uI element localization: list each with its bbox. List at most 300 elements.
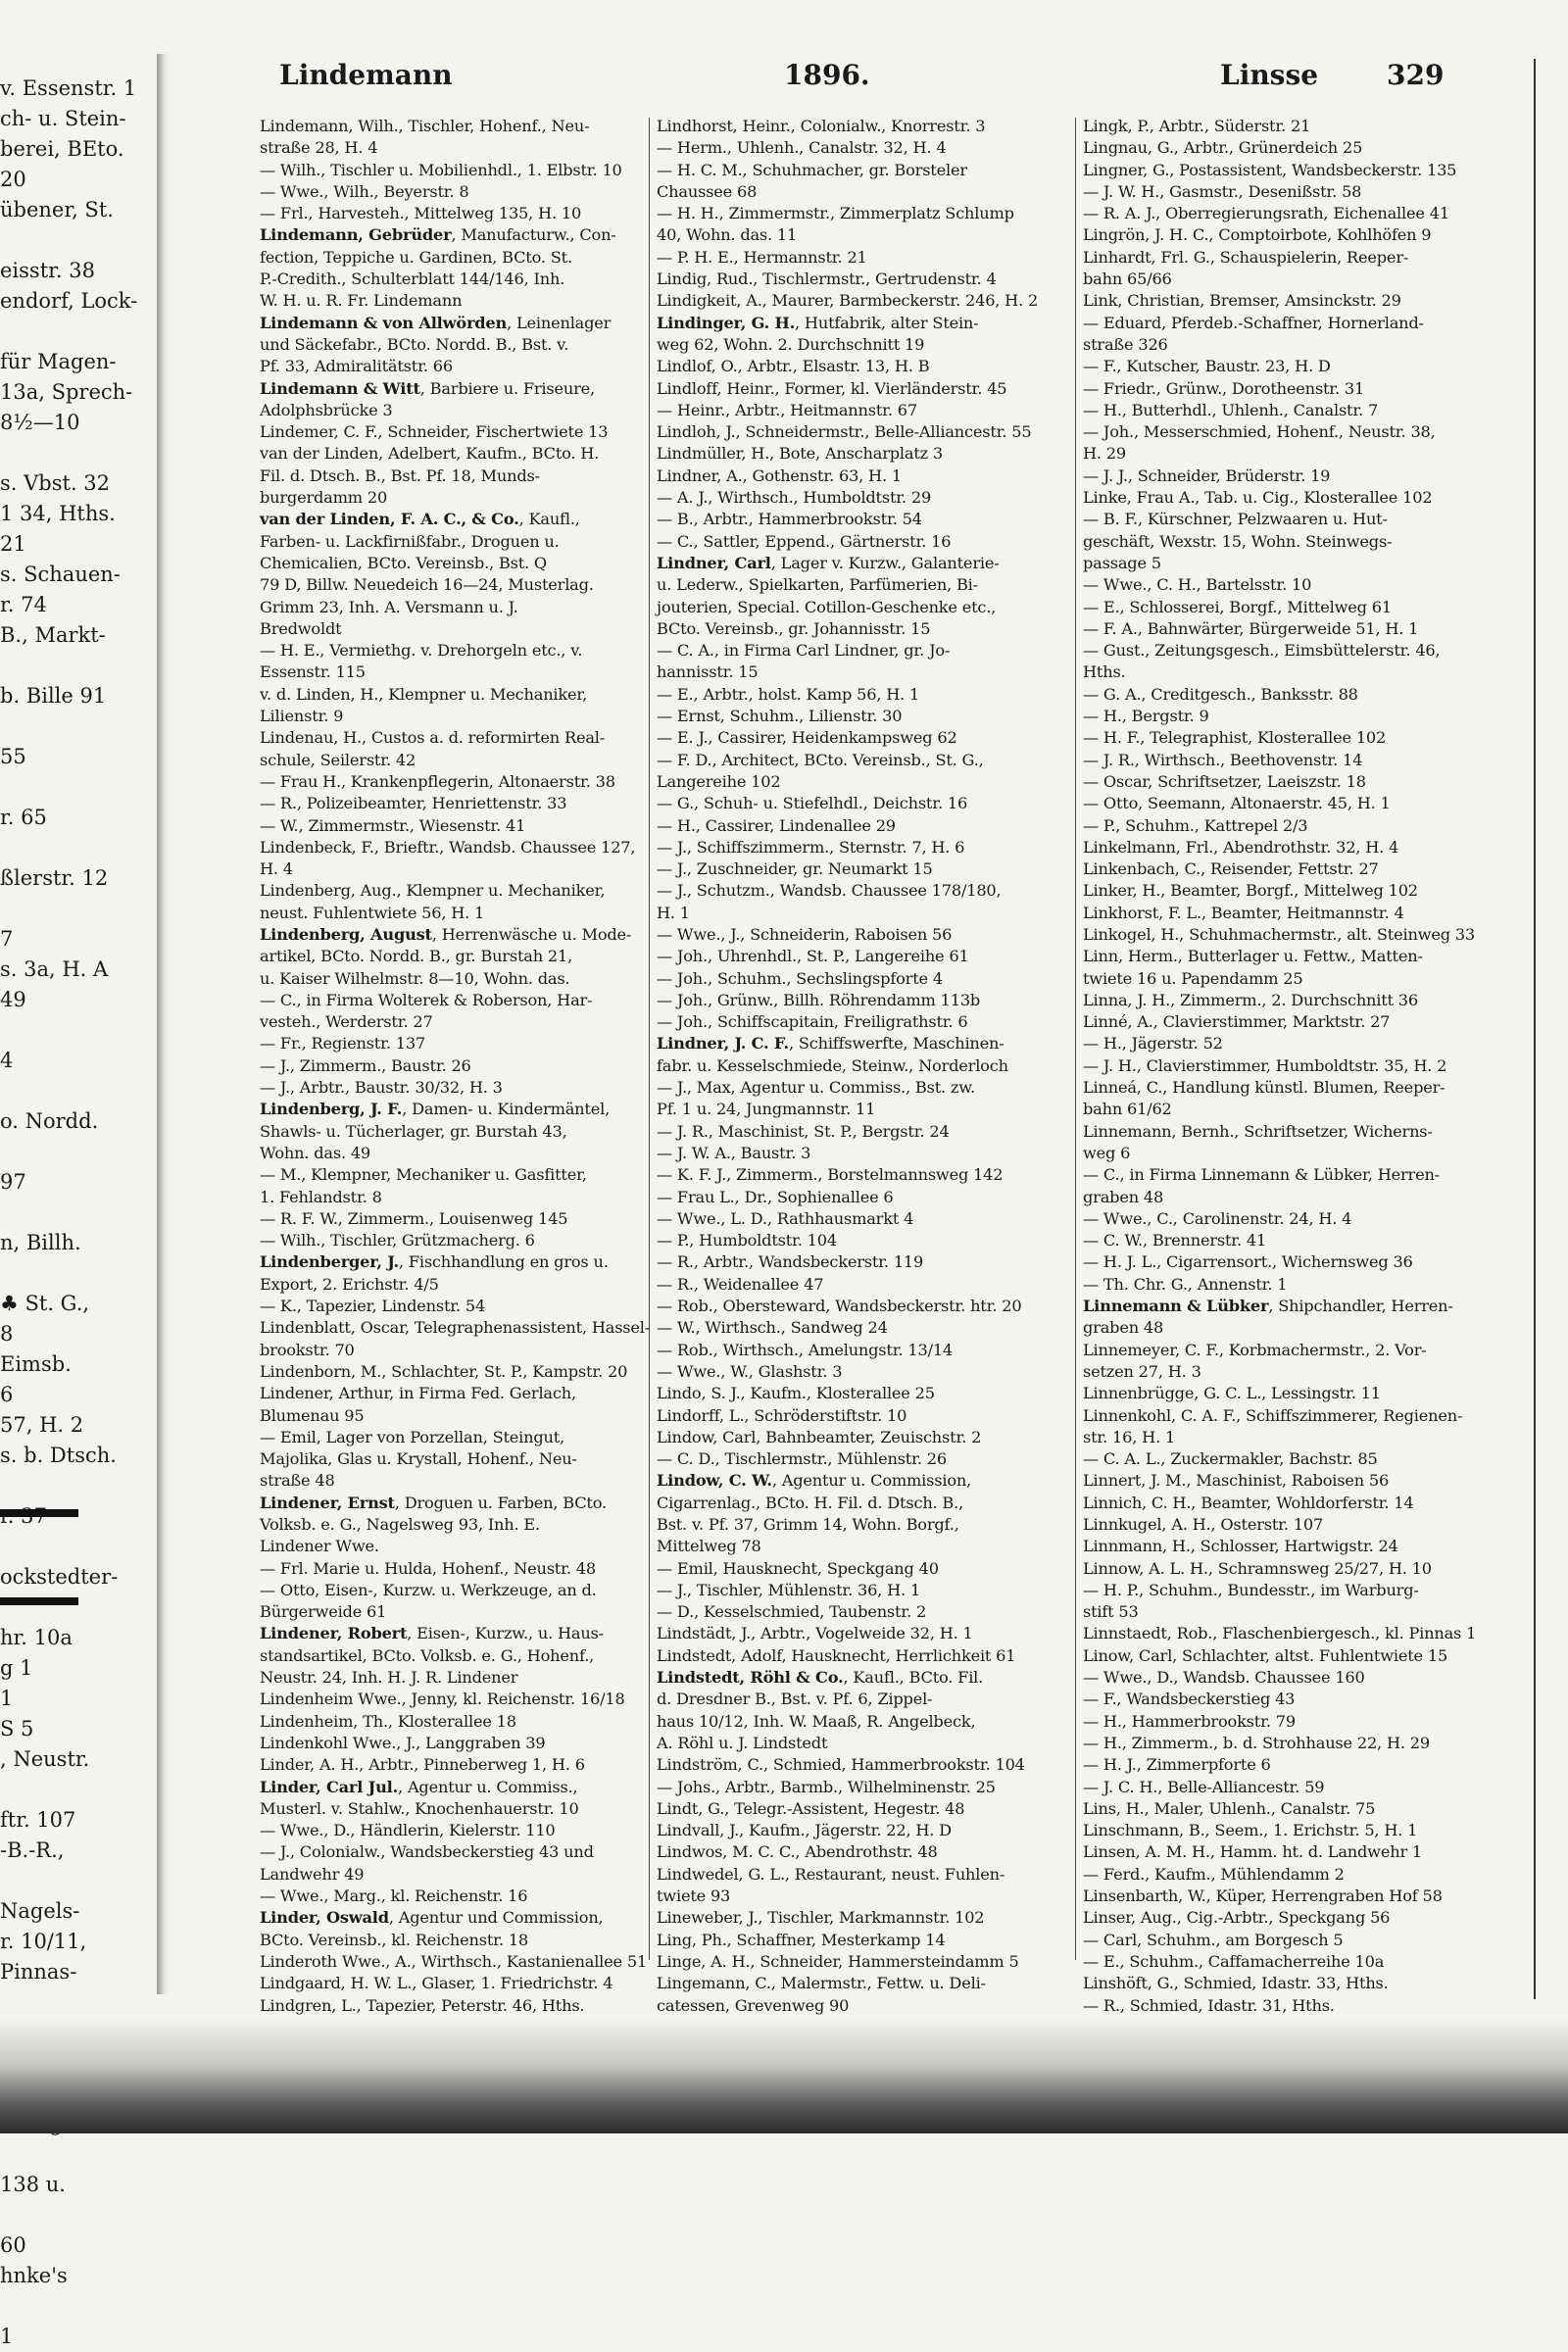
- scanner-edge-shadow: [0, 2019, 1568, 2133]
- directory-entry-line: — Frl. Marie u. Hulda, Hohenf., Neustr. 48: [260, 1558, 596, 1578]
- directory-entry-line: Volksb. e. G., Nagelsweg 93, Inh. E.: [260, 1515, 540, 1534]
- directory-entry-line: Linkhorst, F. L., Beamter, Heitmannstr. 4: [1083, 903, 1404, 922]
- directory-entry-line: Farben- u. Lackfirnißfabr., Droguen u.: [260, 531, 560, 551]
- directory-entry-line: — Joh., Schiffscapitain, Freiligrathstr. 6: [657, 1012, 968, 1032]
- directory-entry-line: — J. W. H., Gasmstr., Desenißstr. 58: [1083, 181, 1362, 201]
- previous-page-fragment: [0, 833, 147, 863]
- directory-entry-line: van der Linden, F. A. C., & Co., Kaufl.,: [260, 510, 580, 529]
- previous-page-fragment: s. Vbst. 32: [0, 471, 111, 495]
- directory-entry-line: Lindemann & von Allwörden, Leinenlager: [260, 313, 612, 332]
- header-left-keyword: Lindemann: [279, 59, 453, 91]
- directory-entry-line: Shawls- u. Tücherlager, gr. Burstah 43,: [260, 1121, 567, 1141]
- directory-entry-line: — Otto, Seemann, Altonaerstr. 45, H. 1: [1083, 794, 1391, 813]
- directory-entry-line: — R., Polizeibeamter, Henriettenstr. 33: [260, 794, 567, 813]
- directory-entry-line: — R., Schmied, Idastr. 31, Hths.: [1083, 1995, 1335, 2015]
- directory-entry-line: Lindvall, J., Kaufm., Jägerstr. 22, H. D: [657, 1821, 952, 1840]
- directory-entry-line: — Wilh., Tischler, Grützmacherg. 6: [260, 1231, 535, 1250]
- directory-entry-line: 79 D, Billw. Neuedeich 16—24, Musterlag.: [260, 575, 594, 595]
- directory-entry-line: catessen, Grevenweg 90: [657, 1995, 850, 2015]
- previous-page-fragment: ch- u. Stein-: [0, 107, 126, 130]
- directory-entry-line: Wohn. das. 49: [260, 1143, 371, 1162]
- directory-entry-line: Linkenbach, C., Reisender, Fettstr. 27: [1083, 859, 1379, 879]
- directory-entry-line: graben 48: [1083, 1318, 1164, 1338]
- directory-entry-line: — J. H., Clavierstimmer, Humboldtstr. 35, H. 2: [1083, 1055, 1447, 1075]
- directory-entry-line: — J., Zuschneider, gr. Neumarkt 15: [657, 859, 933, 879]
- directory-entry-line: — Gust., Zeitungsgesch., Eimsbüttelerstr. 46,: [1083, 641, 1441, 661]
- directory-entry-line: — Frl., Harvesteh., Mittelweg 135, H. 10: [260, 204, 582, 223]
- directory-entry-line: — J. R., Maschinist, St. P., Bergstr. 24: [657, 1121, 950, 1141]
- book-spine-shadow: [157, 54, 171, 1994]
- directory-entry-line: — Fr., Regienstr. 137: [260, 1034, 426, 1054]
- directory-entry-line: Neustr. 24, Inh. H. J. R. Lindener: [260, 1668, 518, 1688]
- directory-entry-line: Grimm 23, Inh. A. Versmann u. J.: [260, 597, 518, 616]
- directory-entry-line: Linnmann, H., Schlosser, Hartwigstr. 24: [1083, 1537, 1398, 1556]
- directory-entry-line: Lindenblatt, Oscar, Telegraphenassistent, Hassel-: [260, 1318, 651, 1338]
- previous-page-fragment: [0, 772, 147, 803]
- directory-entry-line: Linsen, A. M. H., Hamm. ht. d. Landwehr 1: [1083, 1842, 1423, 1862]
- directory-entry-line: Lindlof, O., Arbtr., Elsastr. 13, H. B: [657, 357, 930, 376]
- directory-entry-line: Lindenberger, J., Fischhandlung en gros u.: [260, 1252, 609, 1272]
- directory-entry-line: Lindemann, Gebrüder, Manufacturw., Con-: [260, 225, 616, 245]
- directory-entry-line: Lindstädt, J., Arbtr., Vogelweide 32, H. 1: [657, 1624, 973, 1643]
- directory-entry-line: — Friedr., Grünw., Dorotheenstr. 31: [1083, 378, 1365, 398]
- directory-entry-line: Lindgren, L., Tapezier, Peterstr. 46, Hths.: [260, 1995, 585, 2015]
- directory-entry-line: Lilienstr. 9: [260, 707, 344, 726]
- directory-entry-line: Mittelweg 78: [657, 1537, 761, 1556]
- directory-entry-line: — Th. Chr. G., Annenstr. 1: [1083, 1274, 1288, 1294]
- directory-entry-line: Lindgaard, H. W. L., Glaser, 1. Friedrichstr. 4: [260, 1974, 613, 1993]
- directory-entry-line: BCto. Vereinsb., kl. Reichenstr. 18: [260, 1930, 529, 1949]
- directory-entry-line: Linnemann & Lübker, Shipchandler, Herren-: [1083, 1297, 1453, 1316]
- directory-entry-line: straße 48: [260, 1471, 335, 1491]
- directory-entry-line: — W., Zimmermstr., Wiesenstr. 41: [260, 815, 526, 835]
- directory-entry-line: Lindig, Rud., Tischlermstr., Gertrudenstr. 4: [657, 270, 997, 289]
- directory-entry-line: Bredwoldt: [260, 618, 342, 638]
- column-2: [657, 116, 1058, 2126]
- directory-entry-line: Linnert, J. M., Maschinist, Raboisen 56: [1083, 1471, 1390, 1491]
- directory-entry-line: — C. D., Tischlermstr., Mühlenstr. 26: [657, 1449, 947, 1469]
- directory-entry-line: Linhardt, Frl. G., Schauspielerin, Reeper-: [1083, 247, 1409, 267]
- directory-entry-line: — Oscar, Schriftsetzer, Laeiszstr. 18: [1083, 771, 1366, 791]
- directory-entry-line: — Herm., Uhlenh., Canalstr. 32, H. 4: [657, 138, 947, 158]
- directory-entry-line: Linshöft, G., Schmied, Idastr. 33, Hths.: [1083, 1974, 1389, 1993]
- directory-entry-line: Linnich, C. H., Beamter, Wohldorferstr. 14: [1083, 1493, 1414, 1512]
- directory-entry-line: — J., Max, Agentur u. Commiss., Bst. zw.: [657, 1078, 975, 1098]
- directory-entry-line: — G. A., Creditgesch., Banksstr. 88: [1083, 684, 1358, 704]
- directory-entry-line: — H., Bergstr. 9: [1083, 707, 1209, 726]
- previous-page-fragment: v. Essenstr. 1: [0, 76, 137, 100]
- directory-entry-line: — H., Hammerbrookstr. 79: [1083, 1711, 1296, 1731]
- directory-entry-line: — Wwe., L. D., Rathhausmarkt 4: [657, 1208, 914, 1228]
- directory-entry-line: — H., Cassirer, Lindenallee 29: [657, 815, 896, 835]
- directory-entry-line: Link, Christian, Bremser, Amsinckstr. 29: [1083, 291, 1401, 311]
- previous-page-fragment: übener, St.: [0, 198, 114, 221]
- previous-page-fragment: 1 34, Hths.: [0, 502, 116, 525]
- directory-entry-line: neust. Fuhlentwiete 56, H. 1: [260, 903, 485, 922]
- directory-entry-line: Linder, Carl Jul., Agentur u. Commiss.,: [260, 1777, 578, 1796]
- directory-entry-line: — P. H. E., Hermannstr. 21: [657, 247, 867, 267]
- directory-entry-line: — Joh., Schuhm., Sechslingspforte 4: [657, 968, 943, 988]
- directory-entry-line: Bürgerweide 61: [260, 1602, 387, 1622]
- directory-entry-line: Lindt, G., Telegr.-Assistent, Hegestr. 48: [657, 1798, 965, 1818]
- directory-entry-line: — Heinr., Arbtr., Heitmannstr. 67: [657, 400, 918, 419]
- previous-page-fragment: [0, 1137, 147, 1167]
- directory-entry-line: Linnkugel, A. H., Osterstr. 107: [1083, 1515, 1324, 1534]
- previous-page-fragment: 57, H. 2: [0, 1413, 84, 1437]
- directory-entry-line: straße 326: [1083, 334, 1168, 354]
- previous-page-fragment: ftr. 107: [0, 1808, 76, 1832]
- previous-page-fragment: 8: [0, 1322, 14, 1346]
- directory-entry-line: Chaussee 68: [657, 181, 758, 201]
- directory-entry-line: Linnemeyer, C. F., Korbmachermstr., 2. Vor-: [1083, 1340, 1427, 1359]
- directory-entry-line: Lindner, Carl, Lager v. Kurzw., Galanterie-: [657, 553, 1000, 572]
- directory-entry-line: — Rob., Wirthsch., Amelungstr. 13/14: [657, 1340, 954, 1359]
- directory-entry-line: — Wwe., C. H., Bartelsstr. 10: [1083, 575, 1312, 595]
- directory-entry-line: vesteh., Werderstr. 27: [260, 1012, 433, 1032]
- previous-page-fragment: [0, 1076, 147, 1106]
- directory-entry-line: — Ernst, Schuhm., Lilienstr. 30: [657, 707, 903, 726]
- previous-page-fragment: 13a, Sprech-: [0, 380, 133, 404]
- directory-entry-line: — J., Zimmerm., Baustr. 26: [260, 1055, 471, 1075]
- previous-page-fragment: [0, 1015, 147, 1046]
- directory-entry-line: — H. H., Zimmermstr., Zimmerplatz Schlump: [657, 204, 1014, 223]
- directory-entry-line: Lindner, A., Gothenstr. 63, H. 1: [657, 466, 902, 485]
- directory-entry-line: Pf. 33, Admiralitätstr. 66: [260, 357, 453, 376]
- directory-entry-line: Linnemann, Bernh., Schriftsetzer, Wicherns-: [1083, 1121, 1433, 1141]
- previous-page-fragment: 49: [0, 988, 26, 1011]
- directory-entry-line: Blumenau 95: [260, 1405, 365, 1425]
- directory-entry-line: — Frau H., Krankenpflegerin, Altonaerstr. 38: [260, 771, 615, 791]
- directory-entry-line: — M., Klempner, Mechaniker u. Gasfitter,: [260, 1165, 587, 1185]
- previous-page-fragment: -B.-R.,: [0, 1838, 65, 1862]
- directory-entry-line: fection, Teppiche u. Gardinen, BCto. St.: [260, 247, 572, 267]
- directory-entry-line: Lindenheim, Th., Klosterallee 18: [260, 1711, 516, 1731]
- directory-entry-line: — J. R., Wirthsch., Beethovenstr. 14: [1083, 750, 1363, 769]
- directory-entry-line: — Wwe., Marg., kl. Reichenstr. 16: [260, 1886, 528, 1906]
- directory-entry-line: Lindorff, L., Schröderstiftstr. 10: [657, 1405, 907, 1425]
- directory-entry-line: Ling, Ph., Schaffner, Mesterkamp 14: [657, 1930, 946, 1949]
- directory-entry-line: brookstr. 70: [260, 1340, 355, 1359]
- directory-entry-line: — Joh., Grünw., Billh. Röhrendamm 113b: [657, 990, 981, 1009]
- directory-entry-line: — Ferd., Kaufm., Mühlendamm 2: [1083, 1864, 1345, 1884]
- directory-entry-line: — R., Weidenallee 47: [657, 1274, 824, 1294]
- directory-entry-line: — C., in Firma Linnemann & Lübker, Herren-: [1083, 1165, 1440, 1185]
- directory-entry-line: Lindinger, G. H., Hutfabrik, alter Stein-: [657, 313, 979, 332]
- directory-entry-line: — P., Schuhm., Kattrepel 2/3: [1083, 815, 1308, 835]
- directory-entry-line: — E., Arbtr., holst. Kamp 56, H. 1: [657, 684, 920, 704]
- directory-entry-line: Linderoth Wwe., A., Wirthsch., Kastanienallee 51: [260, 1951, 648, 1971]
- directory-entry-line: u. Kaiser Wilhelmstr. 8—10, Wohn. das.: [260, 968, 570, 988]
- directory-entry-line: — W., Wirthsch., Sandweg 24: [657, 1318, 888, 1338]
- directory-entry-line: Lindenau, H., Custos a. d. reformirten Real-: [260, 728, 606, 748]
- previous-page-fragment: [0, 894, 147, 924]
- previous-page-fragment: Pinnas-: [0, 1960, 77, 1984]
- previous-page-fragment: ßlerstr. 12: [0, 866, 109, 890]
- directory-entry-line: Landwehr 49: [260, 1864, 365, 1884]
- directory-entry-line: H. 29: [1083, 444, 1127, 464]
- directory-entry-line: standsartikel, BCto. Volksb. e. G., Hohenf.,: [260, 1645, 595, 1665]
- directory-entry-line: — B., Arbtr., Hammerbrookstr. 54: [657, 510, 922, 529]
- directory-entry-line: Linker, H., Beamter, Borgf., Mittelweg 102: [1083, 881, 1418, 901]
- directory-entry-line: Lindener Wwe.: [260, 1537, 379, 1556]
- previous-page-fragment: r. 10/11,: [0, 1930, 87, 1953]
- previous-page-fragment: [0, 1532, 147, 1562]
- directory-entry-line: — Rob., Obersteward, Wandsbeckerstr. htr. 20: [657, 1297, 1022, 1316]
- directory-entry-line: — Wwe., W., Glashstr. 3: [657, 1361, 843, 1381]
- directory-entry-line: Linnow, A. L. H., Schramnsweg 25/27, H. 10: [1083, 1558, 1432, 1578]
- directory-entry-line: Cigarrenlag., BCto. H. Fil. d. Dtsch. B.,: [657, 1493, 964, 1512]
- previous-page-fragment: [0, 438, 147, 468]
- directory-entry-line: hannisstr. 15: [657, 662, 759, 682]
- directory-entry-line: — E., Schuhm., Caffamacherreihe 10a: [1083, 1951, 1385, 1971]
- directory-entry-line: Linneá, C., Handlung künstl. Blumen, Reeper-: [1083, 1078, 1446, 1098]
- directory-entry-line: Lindloh, J., Schneidermstr., Belle-Alliancestr. 55: [657, 422, 1032, 442]
- directory-entry-line: Lindigkeit, A., Maurer, Barmbeckerstr. 246, H. 2: [657, 291, 1039, 311]
- directory-entry-line: Lineweber, J., Tischler, Markmannstr. 102: [657, 1908, 985, 1928]
- previous-page-fragment: 60: [0, 2233, 26, 2257]
- directory-entry-line: Linke, Frau A., Tab. u. Cig., Klosterallee 102: [1083, 488, 1433, 508]
- directory-entry-line: haus 10/12, Inh. W. Maaß, R. Angelbeck,: [657, 1711, 976, 1731]
- directory-entry-line: Lindemer, C. F., Schneider, Fischertwiete 13: [260, 422, 609, 442]
- previous-page-fragment: 7: [0, 927, 14, 951]
- directory-entry-line: — Wilh., Tischler u. Mobilienhdl., 1. Elbstr. 10: [260, 160, 622, 179]
- directory-entry-line: — Otto, Eisen-, Kurzw. u. Werkzeuge, an d.: [260, 1580, 597, 1599]
- directory-entry-line: — H. E., Vermiethg. v. Drehorgeln etc., v.: [260, 641, 583, 661]
- directory-entry-line: Pf. 1 u. 24, Jungmannstr. 11: [657, 1100, 876, 1119]
- directory-entry-line: Bst. v. Pf. 37, Grimm 14, Wohn. Borgf.,: [657, 1515, 959, 1534]
- directory-entry-line: — K. F. J., Zimmerm., Borstelmannsweg 142: [657, 1165, 1004, 1185]
- directory-page: [230, 59, 1536, 2015]
- directory-entry-line: — F. D., Architect, BCto. Vereinsb., St. G.,: [657, 750, 984, 769]
- directory-entry-line: — Wwe., D., Wandsb. Chaussee 160: [1083, 1668, 1365, 1688]
- directory-entry-line: Linkelmann, Frl., Abendrothstr. 32, H. 4: [1083, 837, 1399, 857]
- previous-page-fragment: 20: [0, 168, 26, 191]
- previous-page-fragment: 1: [0, 1687, 14, 1710]
- previous-page-fragment: [0, 2139, 147, 2170]
- black-bar-mark: [0, 1509, 78, 1517]
- directory-entry-line: u. Lederw., Spielkarten, Parfümerien, Bi-: [657, 575, 978, 595]
- previous-page-fragment: g 1: [0, 1656, 33, 1680]
- previous-page-fragment: Eimsb.: [0, 1352, 72, 1376]
- previous-page-fragment: b. Bille 91: [0, 684, 107, 708]
- directory-entry-line: Essenstr. 115: [260, 662, 366, 682]
- previous-page-fragment: [0, 1471, 147, 1501]
- directory-entry-line: Lindow, Carl, Bahnbeamter, Zeuischstr. 2: [657, 1427, 982, 1446]
- previous-page-fragment: [0, 1866, 147, 1896]
- directory-entry-line: bahn 65/66: [1083, 270, 1172, 289]
- previous-page-fragment: [0, 317, 147, 347]
- previous-page-fragment: [0, 2200, 147, 2230]
- directory-entry-line: — J. C. H., Belle-Alliancestr. 59: [1083, 1777, 1325, 1796]
- directory-entry-line: P.-Credith., Schulterblatt 144/146, Inh.: [260, 270, 565, 289]
- directory-entry-line: Hths.: [1083, 662, 1126, 682]
- directory-entry-line: — R. A. J., Oberregierungsrath, Eichenallee 41: [1083, 204, 1449, 223]
- directory-entry-line: — Emil, Hausknecht, Speckgang 40: [657, 1558, 939, 1578]
- directory-entry-line: v. d. Linden, H., Klempner u. Mechaniker,: [260, 684, 588, 704]
- directory-entry-line: — E. J., Cassirer, Heidenkampsweg 62: [657, 728, 957, 748]
- previous-page-fragment: [0, 225, 147, 256]
- directory-entry-line: Lindwos, M. C. C., Abendrothstr. 48: [657, 1842, 938, 1862]
- directory-entry-line: Lingrön, J. H. C., Comptoirbote, Kohlhöfen 9: [1083, 225, 1432, 245]
- directory-entry-line: Linder, A. H., Arbtr., Pinneberweg 1, H. 6: [260, 1755, 585, 1775]
- directory-entry-line: Linser, Aug., Cig.-Arbtr., Speckgang 56: [1083, 1908, 1391, 1928]
- directory-entry-line: — C. A. L., Zuckermakler, Bachstr. 85: [1083, 1449, 1378, 1469]
- directory-entry-line: — R., Arbtr., Wandsbeckerstr. 119: [657, 1252, 924, 1272]
- previous-page-fragment: s. b. Dtsch.: [0, 1444, 117, 1467]
- previous-page-fragment: 1: [0, 2325, 14, 2348]
- directory-entry-line: — Wwe., Wilh., Beyerstr. 8: [260, 181, 469, 201]
- previous-page-fragment: [0, 2291, 147, 2322]
- directory-entry-line: Lindwedel, G. L., Restaurant, neust. Fuhlen-: [657, 1864, 1005, 1884]
- directory-entry-line: — C. W., Brennerstr. 41: [1083, 1231, 1267, 1250]
- directory-entry-line: fabr. u. Kesselschmiede, Steinw., Norderloch: [657, 1055, 1008, 1075]
- previous-page-fragment: 97: [0, 1170, 26, 1194]
- directory-entry-line: — D., Kesselschmied, Taubenstr. 2: [657, 1602, 927, 1622]
- directory-entry-line: — G., Schuh- u. Stiefelhdl., Deichstr. 16: [657, 794, 968, 813]
- previous-page-fragment: [0, 1258, 147, 1289]
- directory-entry-line: geschäft, Wexstr. 15, Wohn. Steinwegs-: [1083, 531, 1393, 551]
- directory-entry-line: — H. C. M., Schuhmacher, gr. Borsteler: [657, 160, 967, 179]
- previous-page-edge: [0, 74, 147, 2348]
- directory-entry-line: Lindenberg, J. F., Damen- u. Kindermäntel,: [260, 1100, 611, 1119]
- directory-entry-line: 1. Fehlandstr. 8: [260, 1187, 382, 1206]
- directory-entry-line: — E., Schlosserei, Borgf., Mittelweg 61: [1083, 597, 1392, 616]
- directory-entry-line: Lindow, C. W., Agentur u. Commission,: [657, 1471, 972, 1491]
- directory-entry-line: Linder, Oswald, Agentur und Commission,: [260, 1908, 604, 1928]
- directory-entry-line: Lindstedt, Adolf, Hausknecht, Herrlichkeit 61: [657, 1645, 1016, 1665]
- directory-entry-line: — C., Sattler, Eppend., Gärtnerstr. 16: [657, 531, 952, 551]
- directory-entry-line: — Emil, Lager von Porzellan, Steingut,: [260, 1427, 564, 1446]
- directory-entry-line: Adolphsbrücke 3: [260, 400, 393, 419]
- directory-entry-line: Linge, A. H., Schneider, Hammersteindamm 5: [657, 1951, 1019, 1971]
- directory-entry-line: — H., Zimmerm., b. d. Strohhause 22, H. 29: [1083, 1733, 1430, 1752]
- directory-entry-line: jouterien, Special. Cotillon-Geschenke etc.,: [657, 597, 997, 616]
- directory-entry-line: Linna, J. H., Zimmerm., 2. Durchschnitt 36: [1083, 990, 1419, 1009]
- directory-entry-line: Lingner, G., Postassistent, Wandsbeckerstr. 135: [1083, 160, 1457, 179]
- previous-page-fragment: r. 74: [0, 593, 47, 616]
- directory-entry-line: — J., Tischler, Mühlenstr. 36, H. 1: [657, 1580, 921, 1599]
- directory-entry-line: bahn 61/62: [1083, 1100, 1172, 1119]
- directory-entry-line: Lindloff, Heinr., Former, kl. Vierländerstr. 45: [657, 378, 1007, 398]
- directory-entry-line: — Joh., Messerschmied, Hohenf., Neustr. 38,: [1083, 422, 1436, 442]
- previous-page-fragment: für Magen-: [0, 350, 117, 373]
- previous-page-fragment: s. 3a, H. A: [0, 957, 109, 981]
- directory-entry-line: — Wwe., J., Schneiderin, Raboisen 56: [657, 924, 953, 944]
- previous-page-fragment: 138 u.: [0, 2173, 66, 2196]
- previous-page-fragment: [0, 1198, 147, 1228]
- directory-entry-line: twiete 93: [657, 1886, 731, 1906]
- directory-entry-line: Lindner, J. C. F., Schiffswerfte, Maschinen-: [657, 1034, 1004, 1054]
- directory-entry-line: Linn, Herm., Butterlager u. Fettw., Matten-: [1083, 947, 1423, 966]
- directory-entry-line: — C. A., in Firma Carl Lindner, gr. Jo-: [657, 641, 951, 661]
- directory-entry-line: Lindo, S. J., Kaufm., Klosterallee 25: [657, 1384, 935, 1403]
- previous-page-fragment: berei, BEto.: [0, 137, 124, 161]
- directory-entry-line: Lindstedt, Röhl & Co., Kaufl., BCto. Fil.: [657, 1668, 984, 1688]
- directory-entry-line: — Wwe., D., Händlerin, Kielerstr. 110: [260, 1821, 556, 1840]
- directory-entry-line: Linsenbarth, W., Küper, Herrengraben Hof 58: [1083, 1886, 1443, 1906]
- directory-entry-line: Lindhorst, Heinr., Colonialw., Knorrestr. 3: [657, 117, 986, 135]
- directory-entry-line: — H. P., Schuhm., Bundesstr., im Warburg-: [1083, 1580, 1419, 1599]
- directory-entry-line: W. H. u. R. Fr. Lindemann: [260, 291, 463, 311]
- directory-entry-line: artikel, BCto. Nordd. B., gr. Burstah 21,: [260, 947, 573, 966]
- directory-entry-line: — F. A., Bahnwärter, Bürgerweide 51, H. 1: [1083, 618, 1419, 638]
- column-rule: [1075, 118, 1076, 1960]
- directory-entry-line: Lindener, Ernst, Droguen u. Farben, BCto.: [260, 1493, 607, 1512]
- column-3: [1083, 116, 1485, 2126]
- directory-entry-line: Majolika, Glas u. Krystall, Hohenf., Neu-: [260, 1449, 577, 1469]
- previous-page-fragment: B., Markt-: [0, 623, 106, 647]
- directory-entry-line: setzen 27, H. 3: [1083, 1361, 1201, 1381]
- directory-entry-line: Lindmüller, H., Bote, Anscharplatz 3: [657, 444, 944, 464]
- previous-page-fragment: , Neustr.: [0, 1747, 90, 1771]
- directory-entry-line: stift 53: [1083, 1602, 1139, 1622]
- page-header: [230, 59, 1534, 114]
- previous-page-fragment: 21: [0, 532, 26, 556]
- previous-page-fragment: ockstedter-: [0, 1565, 119, 1589]
- directory-entry-line: Lindenheim Wwe., Jenny, kl. Reichenstr. 16/18: [260, 1690, 625, 1709]
- previous-page-fragment: 8½—10: [0, 411, 80, 434]
- directory-entry-line: Lindenberg, August, Herrenwäsche u. Mode-: [260, 924, 632, 944]
- directory-entry-line: passage 5: [1083, 553, 1161, 572]
- directory-entry-line: weg 62, Wohn. 2. Durchschnitt 19: [657, 334, 925, 354]
- directory-entry-line: — H. F., Telegraphist, Klosterallee 102: [1083, 728, 1387, 748]
- directory-entry-line: Fil. d. Dtsch. B., Bst. Pf. 18, Munds-: [260, 466, 540, 485]
- directory-entry-line: — Carl, Schuhm., am Borgesch 5: [1083, 1930, 1344, 1949]
- previous-page-fragment: s. Schauen-: [0, 563, 121, 586]
- directory-entry-line: — C., in Firma Wolterek & Roberson, Har-: [260, 990, 593, 1009]
- directory-entry-line: — Frau L., Dr., Sophienallee 6: [657, 1187, 894, 1206]
- directory-entry-line: — H., Butterhdl., Uhlenh., Canalstr. 7: [1083, 400, 1379, 419]
- directory-entry-line: Lingk, P., Arbtr., Süderstr. 21: [1083, 117, 1311, 135]
- directory-entry-line: weg 6: [1083, 1143, 1131, 1162]
- column-1: [260, 116, 662, 2126]
- directory-entry-line: Lingemann, C., Malermstr., Fettw. u. Deli-: [657, 1974, 986, 1993]
- previous-page-fragment: Nagels-: [0, 1899, 80, 1923]
- previous-page-fragment: n, Billh.: [0, 1231, 81, 1254]
- directory-entry-line: graben 48: [1083, 1187, 1164, 1206]
- directory-entry-line: — H. J. L., Cigarrensort., Wichernsweg 36: [1083, 1252, 1413, 1272]
- directory-entry-line: Musterl. v. Stahlw., Knochenhauerstr. 10: [260, 1798, 579, 1818]
- directory-entry-line: — F., Wandsbeckerstieg 43: [1083, 1690, 1296, 1709]
- directory-entry-line: — K., Tapezier, Lindenstr. 54: [260, 1297, 486, 1316]
- directory-entry-line: H. 1: [657, 903, 690, 922]
- previous-page-fragment: hr. 10a: [0, 1626, 73, 1649]
- directory-entry-line: Lindström, C., Schmied, Hammerbrookstr. 104: [657, 1755, 1025, 1775]
- directory-entry-line: — J., Arbtr., Baustr. 30/32, H. 3: [260, 1078, 503, 1098]
- directory-entry-line: schule, Seilerstr. 42: [260, 750, 416, 769]
- directory-entry-line: Linnenkohl, C. A. F., Schiffszimmerer, Regienen-: [1083, 1405, 1463, 1425]
- directory-entry-line: — J. W. A., Baustr. 3: [657, 1143, 811, 1162]
- directory-entry-line: Linschmann, B., Seem., 1. Erichstr. 5, H. 1: [1083, 1821, 1418, 1840]
- directory-entry-line: Lindemann, Wilh., Tischler, Hohenf., Neu-: [260, 117, 590, 135]
- directory-entry-line: straße 28, H. 4: [260, 138, 378, 158]
- directory-entry-line: BCto. Vereinsb., gr. Johannisstr. 15: [657, 618, 931, 638]
- directory-entry-line: — J., Schiffszimmerm., Sternstr. 7, H. 6: [657, 837, 965, 857]
- previous-page-fragment: [0, 711, 147, 742]
- directory-entry-line: — J., Colonialw., Wandsbeckerstieg 43 und: [260, 1842, 594, 1862]
- previous-page-fragment: [0, 651, 147, 681]
- previous-page-fragment: hnke's: [0, 2264, 68, 2287]
- previous-page-fragment: 6: [0, 1383, 14, 1406]
- previous-page-fragment: o. Nordd.: [0, 1109, 99, 1133]
- directory-entry-line: Lins, H., Maler, Uhlenh., Canalstr. 75: [1083, 1798, 1376, 1818]
- page-number: 329: [1387, 59, 1445, 91]
- directory-entry-line: Lindenbeck, F., Brieftr., Wandsb. Chaussee 127,: [260, 837, 636, 857]
- directory-entry-line: — Eduard, Pferdeb.-Schaffner, Hornerland-: [1083, 313, 1424, 332]
- previous-page-fragment: 55: [0, 745, 26, 768]
- directory-entry-line: Linnenbrügge, G. C. L., Lessingstr. 11: [1083, 1384, 1381, 1403]
- previous-page-fragment: [0, 1987, 147, 2018]
